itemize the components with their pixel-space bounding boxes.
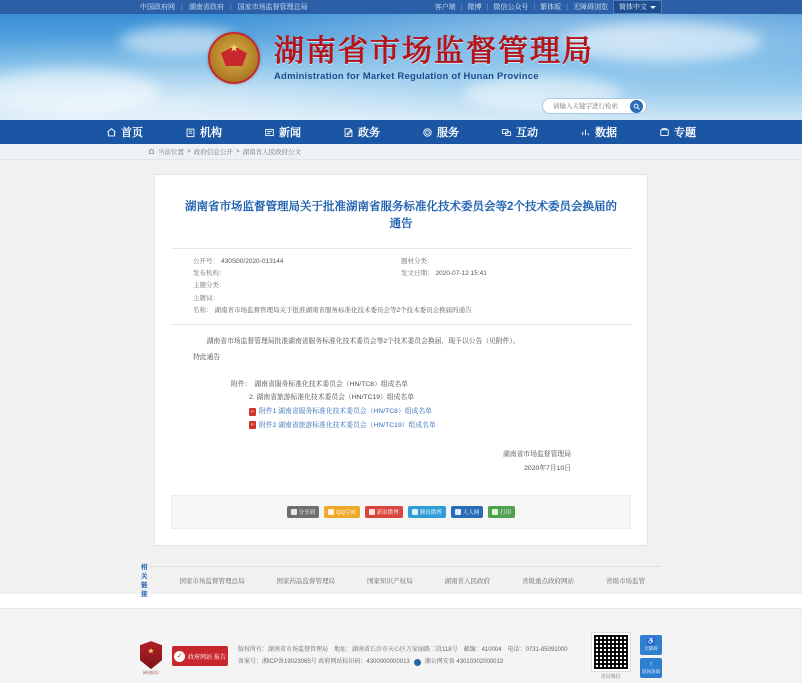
home-icon bbox=[148, 148, 155, 155]
meta-value: 2020-07-12 15:41 bbox=[435, 269, 487, 277]
pdf-icon: P bbox=[249, 408, 256, 416]
accessibility-button[interactable] bbox=[640, 635, 662, 655]
top-right-links bbox=[435, 0, 662, 14]
share-label-0: 分享到 bbox=[298, 509, 316, 516]
related-link-5[interactable]: 省级市场监管 bbox=[606, 577, 645, 585]
footer-line-1: 版权所有：湖南省市场监督管理局 地址：湖南省长沙市天心区万家丽路二段118号 邮编：410004 电话：0731-85091000 bbox=[238, 647, 568, 654]
top-right-link-1[interactable]: 微博 bbox=[467, 4, 482, 11]
back-to-top-label: 返回顶部 bbox=[642, 669, 660, 675]
signature-org: 湖南省市场监督管理局 bbox=[503, 451, 571, 459]
top-sep-2: | bbox=[229, 3, 232, 11]
breadcrumb-item-1[interactable]: 政府信息公开 bbox=[193, 149, 233, 156]
search-box[interactable] bbox=[542, 98, 647, 114]
top-r-sep-3: | bbox=[533, 3, 536, 11]
nav-item-government-affairs[interactable] bbox=[322, 120, 401, 144]
search-input[interactable] bbox=[551, 102, 630, 111]
nav-label-home: 首页 bbox=[121, 127, 143, 139]
back-to-top-button[interactable] bbox=[640, 658, 662, 678]
top-link-0[interactable]: 中国政府网 bbox=[140, 4, 175, 11]
meta-label: 发文日期： bbox=[401, 269, 434, 277]
nav-label-services: 服务 bbox=[437, 127, 459, 139]
gov-website-report-badge[interactable] bbox=[172, 646, 228, 666]
meta-field-subject-category bbox=[401, 256, 609, 268]
footer-side-buttons bbox=[640, 635, 662, 678]
print-icon bbox=[492, 509, 498, 515]
site-footer bbox=[0, 608, 802, 683]
meta-field-publisher bbox=[193, 268, 401, 280]
gov-badge-label: 政府网站 报告 bbox=[188, 654, 226, 661]
share-button-share[interactable] bbox=[287, 506, 320, 518]
meta-value: 湖南省市场监督管理局关于批准湖南省服务标准化技术委员会等2个技术委员会换届的通告 bbox=[214, 306, 472, 314]
nav-label-government-affairs: 政务 bbox=[358, 127, 380, 139]
meta-label: 题材分类： bbox=[401, 257, 434, 265]
chevron-down-icon bbox=[650, 6, 656, 9]
meta-field-publish-date bbox=[401, 268, 609, 280]
share-bar bbox=[171, 495, 631, 529]
qr-block bbox=[592, 633, 630, 680]
meta-row bbox=[193, 305, 609, 317]
breadcrumb-item-0[interactable]: 当前位置 bbox=[158, 149, 184, 156]
meta-field-name bbox=[193, 305, 609, 317]
gov-badge-icon: ✓ bbox=[174, 651, 185, 662]
meta-value: 430S00/2020-013144 bbox=[221, 257, 284, 265]
meta-row bbox=[193, 268, 609, 280]
page-title: 湖南省市场监督管理局关于批准湖南省服务标准化技术委员会等2个技术委员会换届的通告 bbox=[185, 201, 617, 231]
nav-label-news: 新闻 bbox=[279, 127, 301, 139]
folder-icon bbox=[659, 127, 670, 138]
top-left-links bbox=[140, 2, 308, 12]
attachment-link-row[interactable] bbox=[231, 405, 609, 419]
print-button[interactable] bbox=[488, 506, 515, 518]
accessibility-label: 无障碍 bbox=[644, 646, 658, 652]
meta-row bbox=[193, 293, 609, 305]
meta-label: 发布机构： bbox=[193, 269, 226, 277]
document-edit-icon bbox=[343, 127, 354, 138]
language-switch-button[interactable] bbox=[613, 0, 662, 14]
accessibility-icon: ♿ bbox=[646, 637, 656, 645]
qr-caption: 省局微信 bbox=[600, 673, 621, 680]
attachment-text-3[interactable]: 附件2 湖南省旅游标准化技术委员会（HN/TC19）组成名单 bbox=[259, 421, 436, 429]
footer-line-2-wrap bbox=[238, 656, 568, 668]
website-identifier-badge bbox=[140, 641, 162, 676]
tencent-weibo-icon bbox=[412, 509, 418, 515]
home-icon bbox=[106, 127, 117, 138]
site-banner bbox=[0, 14, 802, 120]
share-button-tencent-weibo[interactable] bbox=[408, 506, 446, 518]
share-label-5: 打印 bbox=[500, 509, 512, 516]
document-body bbox=[171, 325, 631, 372]
meta-label: 主题分类： bbox=[193, 282, 226, 290]
weibo-icon bbox=[369, 509, 375, 515]
badge-caption: 网站标识 bbox=[143, 670, 159, 676]
nav-item-home[interactable] bbox=[85, 120, 164, 144]
attachment-text-1: 2. 湖南省旅游标准化技术委员会（HN/TC19）组成名单 bbox=[249, 394, 415, 402]
site-subtitle: Administration for Market Regulation of Hunan Province bbox=[274, 70, 539, 82]
content-area bbox=[0, 160, 802, 599]
top-r-sep-4: | bbox=[566, 3, 568, 11]
signature-date: 2020年7月10日 bbox=[524, 465, 571, 473]
related-link-1[interactable]: 国家药品监督管理局 bbox=[276, 577, 335, 585]
shield-icon bbox=[140, 641, 162, 669]
site-title: 湖南省市场监督管理局 bbox=[274, 33, 594, 69]
related-link-0[interactable]: 国家市场监督管理总局 bbox=[179, 577, 245, 585]
news-icon bbox=[264, 127, 275, 138]
share-label-1: QQ空间 bbox=[336, 509, 356, 516]
renren-icon bbox=[455, 509, 461, 515]
meta-field-keywords bbox=[193, 293, 609, 305]
qzone-icon bbox=[328, 509, 334, 515]
main-navigation bbox=[0, 120, 802, 144]
chart-icon bbox=[580, 127, 591, 138]
footer-line-2: 备案号：湘ICP备19023065号 政府网站标识码：4300000000013 bbox=[238, 659, 410, 666]
top-right-link-4[interactable]: 无障碍浏览 bbox=[573, 4, 608, 11]
language-switch-label: 简体中文 bbox=[619, 4, 647, 11]
share-button-weibo[interactable] bbox=[365, 506, 403, 518]
nav-label-data: 数据 bbox=[595, 127, 617, 139]
share-label-3: 腾讯微博 bbox=[419, 509, 442, 516]
pdf-icon: P bbox=[249, 421, 256, 429]
related-links-label: 相关链接 bbox=[141, 564, 148, 599]
top-right-link-0[interactable]: 客户端 bbox=[434, 4, 456, 11]
document-signature bbox=[171, 432, 631, 477]
share-icon bbox=[291, 509, 297, 515]
share-label-4: 人人网 bbox=[462, 509, 480, 516]
breadcrumb-item-2: 湖南省人民政府公文 bbox=[242, 149, 302, 156]
attachment-text-2[interactable]: 附件1 湖南省服务标准化技术委员会（HN/TC8）组成名单 bbox=[259, 407, 432, 415]
related-link-2[interactable]: 国家知识产权局 bbox=[367, 577, 413, 585]
nav-item-data[interactable] bbox=[559, 120, 638, 144]
arrow-up-icon: ↑ bbox=[649, 660, 653, 668]
nav-item-topics[interactable] bbox=[638, 120, 717, 144]
police-badge-icon bbox=[414, 659, 421, 666]
top-r-sep-2: | bbox=[486, 3, 489, 11]
top-right-link-2[interactable]: 微信公众号 bbox=[493, 4, 529, 11]
related-links bbox=[141, 564, 661, 599]
attachments-label: 附件： bbox=[231, 380, 252, 388]
nav-item-interaction[interactable] bbox=[480, 120, 559, 144]
nav-item-organization[interactable] bbox=[164, 120, 243, 144]
top-sep-1: | bbox=[181, 3, 183, 11]
attachment-text-0: 湖南省服务标准化技术委员会（HN/TC8）组成名单 bbox=[254, 380, 409, 388]
top-link-2[interactable]: 国家市场监督管理总局 bbox=[237, 4, 308, 11]
body-paragraph-1: 特此通告 bbox=[193, 354, 221, 362]
meta-label: 主题词： bbox=[193, 294, 219, 302]
footer-police-text[interactable]: 湘公网安备 43010302000013 bbox=[424, 659, 504, 666]
share-button-qzone[interactable] bbox=[324, 506, 360, 518]
gear-icon bbox=[422, 127, 433, 138]
top-utility-bar bbox=[0, 0, 802, 14]
nav-label-interaction: 互动 bbox=[516, 127, 538, 139]
search-icon[interactable] bbox=[630, 100, 643, 113]
nav-label-organization: 机构 bbox=[200, 127, 222, 139]
meta-row bbox=[193, 256, 609, 268]
attachment-row bbox=[231, 378, 609, 392]
meta-field-index-number bbox=[193, 256, 401, 268]
top-r-sep-1: | bbox=[460, 3, 463, 11]
breadcrumb bbox=[0, 144, 802, 160]
national-emblem-icon bbox=[208, 32, 260, 84]
footer-text bbox=[238, 644, 568, 668]
share-button-renren[interactable] bbox=[451, 506, 484, 518]
qr-code-icon bbox=[592, 633, 630, 671]
chat-icon bbox=[501, 127, 512, 138]
breadcrumb-sep-1: > bbox=[235, 148, 240, 155]
breadcrumb-sep-0: > bbox=[187, 148, 191, 155]
nav-item-services[interactable] bbox=[401, 120, 480, 144]
document-meta bbox=[171, 248, 631, 326]
attachment-row bbox=[231, 391, 609, 405]
attachment-list bbox=[171, 372, 631, 432]
article-card bbox=[154, 174, 648, 546]
top-link-1[interactable]: 湖南省政府 bbox=[188, 4, 224, 11]
nav-item-news[interactable] bbox=[243, 120, 322, 144]
building-icon bbox=[185, 127, 196, 138]
meta-field-topic-classification bbox=[193, 280, 609, 292]
body-paragraph-0: 湖南省市场监督管理局批准湖南省服务标准化技术委员会等2个技术委员会换届，现予以公告（见附件）。 bbox=[206, 338, 520, 346]
site-title-block bbox=[274, 35, 594, 82]
attachment-link-row[interactable] bbox=[231, 419, 609, 433]
meta-row bbox=[193, 280, 609, 292]
nav-label-topics: 专题 bbox=[674, 127, 696, 139]
top-right-link-3[interactable]: 繁体版 bbox=[540, 4, 562, 11]
meta-label: 公开号： bbox=[193, 257, 219, 265]
share-label-2: 新浪微博 bbox=[376, 509, 399, 516]
meta-label: 名称： bbox=[193, 306, 213, 314]
related-link-3[interactable]: 湖南省人民政府 bbox=[444, 577, 490, 585]
related-link-4[interactable]: 省级重点政府网站 bbox=[522, 577, 574, 585]
